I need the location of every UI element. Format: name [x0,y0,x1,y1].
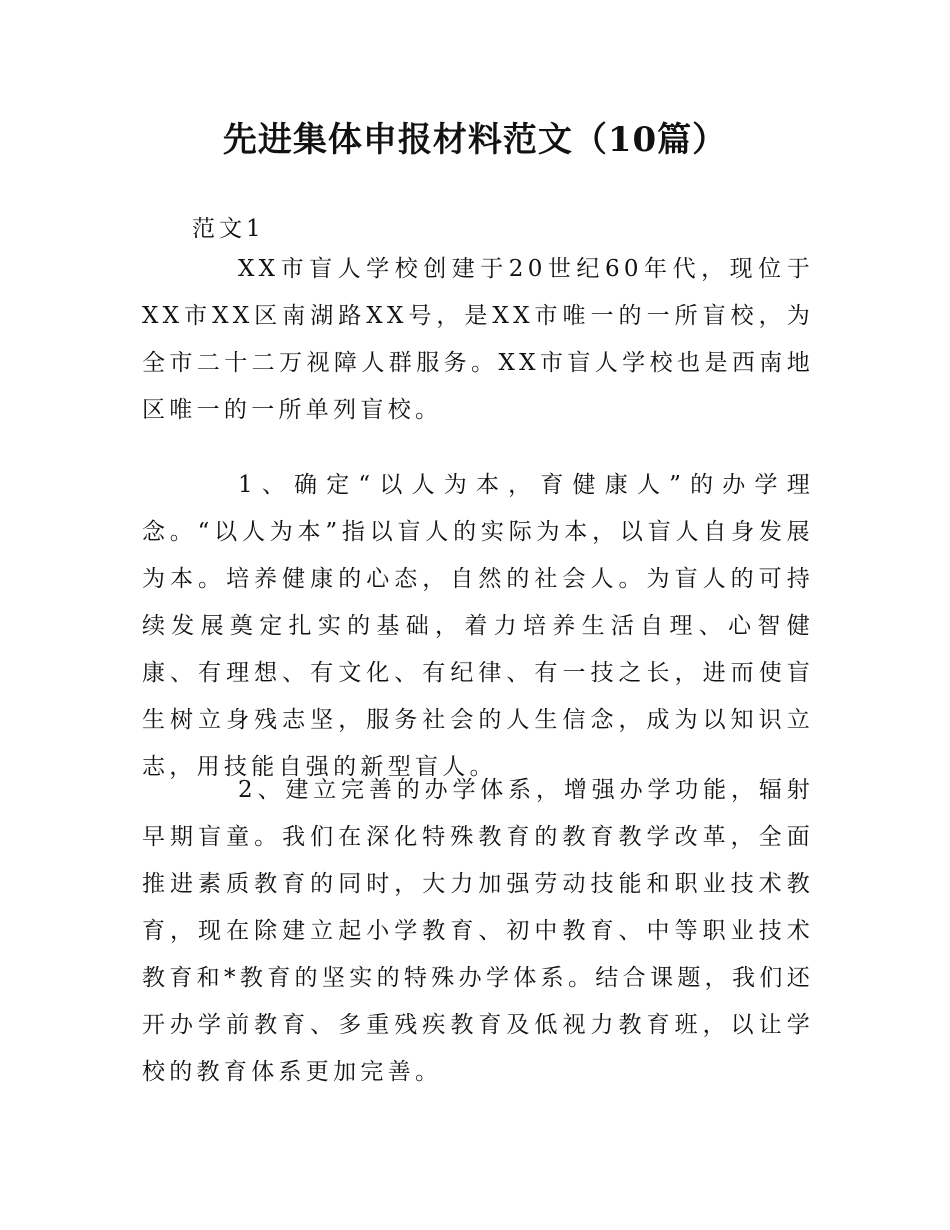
paragraph-intro: XX市盲人学校创建于20世纪60年代，现位于XX市XX区南湖路XX号，是XX市唯一的一所盲校，为全市二十二万视障人群服务。XX市盲人学校也是西南地区唯一的一所单列盲校。 [142,256,814,423]
document-title: 先进集体申报材料范文（10篇） [222,120,728,160]
paragraph-philosophy: 1、确定“以人为本，育健康人”的办学理念。“以人为本”指以盲人的实际为本，以盲人自身发展为本。培养健康的心态，自然的社会人。为盲人的可持续发展奠定扎实的基础，着力培养生活自理、心智健康、有理想、有文化、有纪律、有一技之长，进而使盲生树立身残志坚，服务社会的人生信念，成为以知识立志，用技能自强的新型盲人。 [142,472,814,780]
section-label: 范文1 [192,216,265,242]
paragraph-system: 2、建立完善的办学体系，增强办学功能，辐射早期盲童。我们在深化特殊教育的教育教学改革，全面推进素质教育的同时，大力加强劳动技能和职业技术教育，现在除建立起小学教育、初中教育、中等职业技术教育和*教育的坚实的特殊办学体系。结合课题，我们还开办学前教育、多重残疾教育及低视力教育班，以让学校的教育体系更加完善。 [142,777,814,1085]
